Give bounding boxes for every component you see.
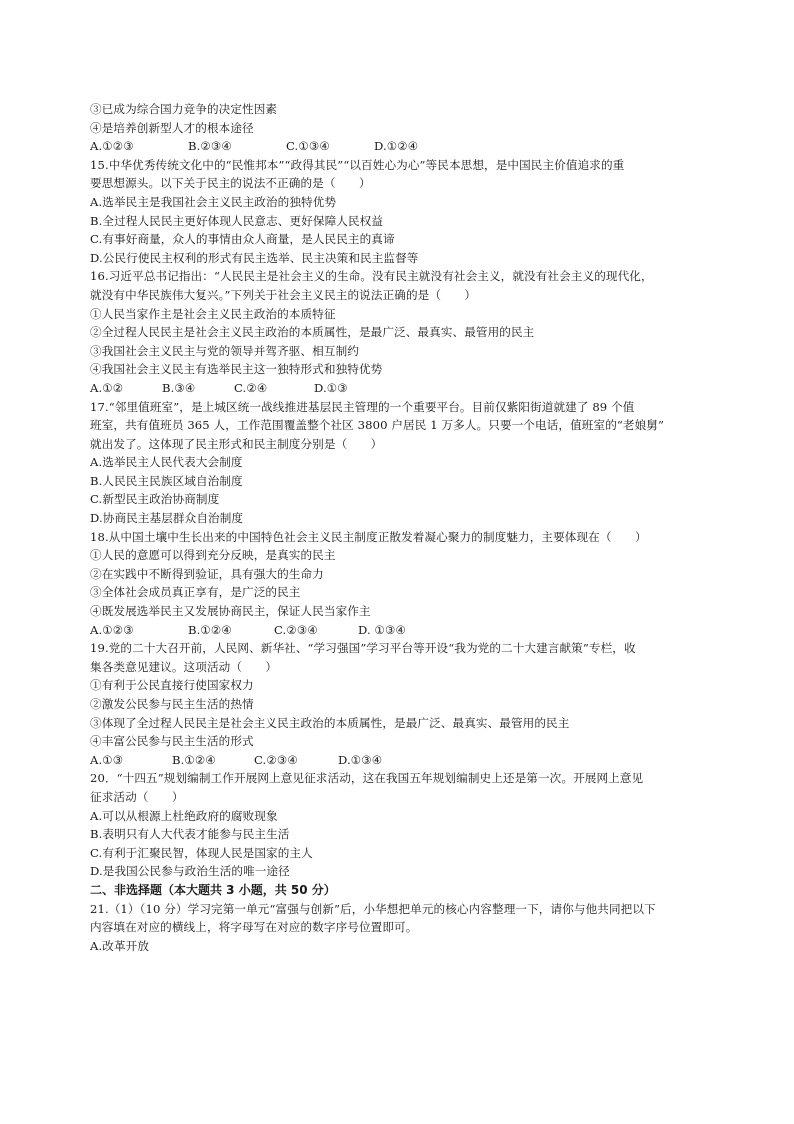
option-b: B.表明只有人大代表才能参与民主生活 bbox=[90, 827, 290, 842]
statement-item: ③体现了全过程人民民主是社会主义民主政治的本质属性，是最广泛、最真实、最管用的民主 bbox=[90, 715, 570, 730]
option-c: C.②③④ bbox=[254, 752, 298, 767]
text-line: ③已成为综合国力竞争的决定性因素 bbox=[90, 102, 278, 116]
option-b: B.③④ bbox=[162, 380, 196, 395]
option-b: B.全过程人民民主更好体现人民意志、更好保障人民权益 bbox=[90, 213, 384, 228]
statement-item: ①人民的意愿可以得到充分反映，是真实的民主 bbox=[90, 548, 336, 563]
question-18-stem: 18.从中国土壤中生长出来的中国特色社会主义民主制度正散发着凝心聚力的制度魅力，主要体现在（ ） bbox=[90, 529, 647, 544]
option-a: A.①③ bbox=[90, 752, 124, 767]
statement-item: ③我国社会主义民主与党的领导并驾齐驱、相互制约 bbox=[90, 343, 359, 358]
statement-item: ④既发展选举民主又发展协商民主，保证人民当家作主 bbox=[90, 604, 371, 619]
option-c: C.②③④ bbox=[274, 622, 318, 637]
option-b: B.②③④ bbox=[188, 139, 232, 154]
exam-page bbox=[90, 100, 710, 955]
option-d: D.是我国公民参与政治生活的唯一途径 bbox=[90, 864, 290, 879]
option-d: D.①③ bbox=[314, 380, 348, 395]
question-17-stem: 17.“邻里值班室”，是上城区统一战线推进基层民主管理的一个重要平台。目前仅紫阳街道就建了 89 个值 bbox=[90, 399, 635, 414]
answer-options-q18 bbox=[90, 621, 710, 640]
option-d: D. ①③④ bbox=[358, 622, 407, 637]
option-c: C.①③④ bbox=[286, 139, 330, 154]
option-a: A.①②③ bbox=[90, 139, 134, 154]
question-19-stem: 集各类意见建议。这项活动（ ） bbox=[90, 659, 278, 674]
question-20-stem: 20．“十四五”规划编制工作开展网上意见征求活动，这在我国五年规划编制史上还是第一次。开展网上意见 bbox=[90, 771, 644, 786]
text-line: ④是培养创新型人才的根本途径 bbox=[90, 120, 254, 135]
option-c: C.新型民主政治协商制度 bbox=[90, 492, 220, 507]
question-21-stem: 内容填在对应的横线上，将字母写在对应的数字序号位置即可。 bbox=[90, 920, 418, 935]
statement-item: ②在实践中不断得到验证，具有强大的生命力 bbox=[90, 566, 324, 581]
option-b: B.①②④ bbox=[188, 622, 232, 637]
option-c: C.②④ bbox=[234, 380, 268, 395]
question-16-stem: 就没有中华民族伟大复兴。”下列关于社会主义民主的说法正确的是（ ） bbox=[90, 287, 477, 302]
question-17-stem: 就出发了。这体现了民主形式和民主制度分别是（ ） bbox=[90, 436, 383, 451]
option-c: C.有利于汇聚民智，体现人民是国家的主人 bbox=[90, 845, 313, 860]
statement-item: ③全体社会成员真正享有，是广泛的民主 bbox=[90, 585, 301, 600]
option-b: B.人民民主民族区域自治制度 bbox=[90, 473, 243, 488]
question-16-stem: 16.习近平总书记指出：“人民民主是社会主义的生命。没有民主就没有社会主义，就没有社会主义的现代化， bbox=[90, 269, 653, 284]
option-a: A.①② bbox=[90, 380, 124, 395]
statement-item: ②激发公民参与民主生活的热情 bbox=[90, 697, 254, 711]
statement-item: ④丰富公民参与民主生活的形式 bbox=[90, 734, 254, 749]
option-d: D.公民行使民主权利的形式有民主选举、民主决策和民主监督等 bbox=[90, 250, 419, 265]
question-15-stem: 15.中华优秀传统文化中的“民惟邦本”“政得其民”“以百姓心为心”等民本思想，是中国民主价值追求的重 bbox=[90, 157, 625, 172]
question-19-stem: 19.党的二十大召开前，人民网、新华社、“学习强国”学习平台等开设“我为党的二十大建言献策”专栏，收 bbox=[90, 641, 636, 656]
question-20-stem: 征求活动（ ） bbox=[90, 789, 184, 804]
option-c: C.有事好商量，众人的事情由众人商量，是人民民主的真谛 bbox=[90, 232, 395, 247]
question-15-stem: 要思想源头。以下关于民主的说法不正确的是（ ） bbox=[90, 176, 371, 191]
option-d: D.①②④ bbox=[374, 139, 419, 154]
answer-options-q16 bbox=[90, 379, 710, 398]
option-a: A.选举民主人民代表大会制度 bbox=[90, 455, 243, 470]
answer-options-q19 bbox=[90, 751, 710, 770]
option-d: D.①③④ bbox=[338, 752, 383, 767]
question-21-stem: 21.（1）（10 分）学习完第一单元“富强与创新”后，小华想把单元的核心内容整理一下，请你与他共同把以下 bbox=[90, 901, 656, 916]
option-a: A.选举民主是我国社会主义民主政治的独特优势 bbox=[90, 194, 337, 209]
answer-options-q14 bbox=[90, 137, 710, 156]
option-a: A.改革开放 bbox=[90, 938, 150, 953]
option-a: A.①②③ bbox=[90, 622, 134, 637]
question-17-stem: 班室，共有值班员 365 人，工作范围覆盖整个社区 3800 户居民 1 万多人。只要一个电话，值班室的“老娘舅” bbox=[90, 418, 665, 433]
option-b: B.①②④ bbox=[172, 752, 216, 767]
section-title: 二、非选择题（本大题共 3 小题，共 50 分） bbox=[90, 882, 336, 897]
statement-item: ①有利于公民直接行使国家权力 bbox=[90, 678, 254, 693]
option-d: D.协商民主基层群众自治制度 bbox=[90, 511, 244, 526]
statement-item: ②全过程人民民主是社会主义民主政治的本质属性，是最广泛、最真实、最管用的民主 bbox=[90, 325, 535, 340]
statement-item: ④我国社会主义民主有选举民主这一独特形式和独特优势 bbox=[90, 362, 383, 377]
option-a: A.可以从根源上杜绝政府的腐败现象 bbox=[90, 808, 278, 823]
statement-item: ①人民当家作主是社会主义民主政治的本质特征 bbox=[90, 306, 336, 321]
